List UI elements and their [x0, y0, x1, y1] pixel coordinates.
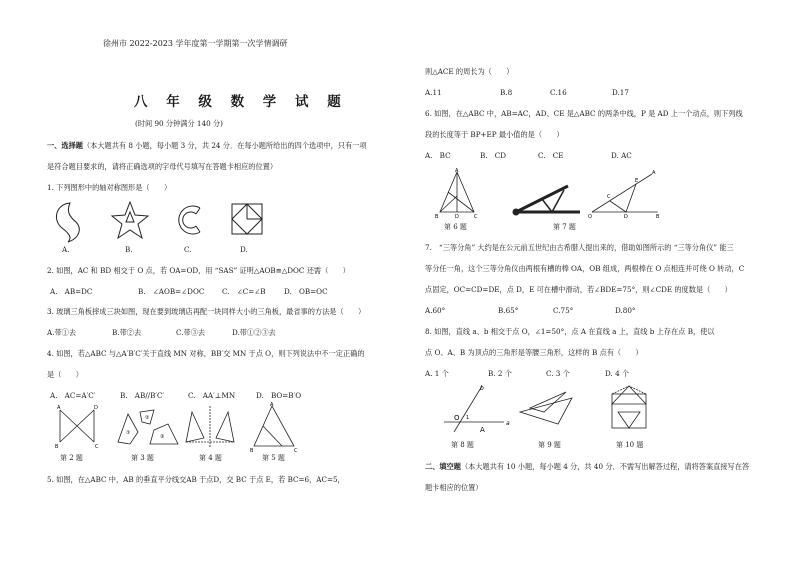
- q4-option-d: D. BO=B′O: [256, 391, 302, 400]
- svg-text:B: B: [656, 214, 660, 220]
- svg-text:E: E: [635, 178, 639, 184]
- svg-text:C: C: [294, 448, 298, 452]
- fig7-device: [513, 186, 580, 215]
- svg-text:O: O: [454, 414, 460, 422]
- caption-q8: 第 8 题: [451, 441, 474, 449]
- caption-q7: 第 7 题: [553, 223, 576, 231]
- fig4-diagram: [186, 406, 234, 448]
- q8-stem-1: 8. 如图，直线 a、b 相交于点 O，∠1=50°，点 A 在直线 a 上，直线 b 上存在点 B，使以: [425, 327, 715, 336]
- svg-text:②: ②: [145, 415, 150, 421]
- caption-q4: 第 4 题: [199, 454, 222, 462]
- q2-stem: 2. 如图，AC 和 BD 相交于 O 点，若 OA=OD，用 “SAS” 证明△AOB≌△DOC 还需（ ）: [47, 266, 350, 275]
- caption-q3: 第 3 题: [131, 454, 154, 462]
- q8-option-b: B. 2 个: [488, 369, 512, 378]
- svg-text:③: ③: [160, 434, 165, 440]
- q3-option-a: A.带①去: [47, 328, 77, 337]
- q1-option-a: A.: [62, 245, 70, 254]
- svg-text:A: A: [270, 402, 274, 408]
- svg-text:1: 1: [466, 415, 470, 421]
- q5-option-b: B.8: [500, 88, 513, 97]
- section2-intro-2: 题卡相应的位置）: [425, 483, 483, 492]
- q1-stem: 1. 下列图形中的轴对称图形是（ ）: [47, 183, 172, 192]
- svg-text:C: C: [95, 444, 99, 450]
- section1-intro-2: 是符合题目要求的，请将正确选项的字母代号填写在答题卡相应的位置）: [47, 162, 278, 171]
- q7-option-d: D.80°: [615, 306, 636, 315]
- q3-option-d: D.带①②③去: [232, 328, 276, 337]
- q2-5-figures: [50, 402, 310, 452]
- svg-text:A: A: [57, 405, 61, 411]
- q1-figure-b: [112, 202, 148, 238]
- q7-stem-2: 等分任一角，这个三等分角仪由两根有槽的棒 OA，OB 组成，两根棒在 O 点相连并可绕 O 转动，C: [425, 264, 745, 273]
- fig2-diagram: [60, 410, 94, 442]
- fig6-diagram: [440, 172, 474, 212]
- q3-option-b: B.带②去: [112, 328, 142, 337]
- section1-line1: [47, 141, 367, 150]
- svg-text:A: A: [480, 426, 485, 434]
- q6-option-d: D. AC: [611, 151, 632, 160]
- caption-q9: 第 9 题: [538, 441, 561, 449]
- svg-text:b: b: [480, 385, 484, 392]
- svg-text:O: O: [588, 214, 592, 220]
- fig5-diagram: [254, 406, 294, 446]
- q1-option-c: C.: [184, 245, 192, 254]
- q7-stem-1: 7. “三等分角” 大约是在公元前五世纪由古希腊人提出来的，借助如图所示的 “三等分角仪” 能三: [425, 243, 734, 252]
- q4-option-b: B. AB//B′C′: [120, 391, 165, 400]
- q7-option-a: A.60°: [425, 306, 446, 315]
- q2-option-c: C. ∠C=∠B: [222, 287, 266, 296]
- svg-text:a: a: [506, 420, 510, 427]
- section1-heading: 一、选择题: [47, 141, 83, 150]
- q5-option-c: C.16: [550, 88, 567, 97]
- q7-option-c: C.75°: [553, 306, 574, 315]
- q3-option-c: C.带③去: [176, 328, 206, 337]
- page-title: 八 年 级 数 学 试 题: [134, 94, 348, 110]
- section1-intro-1: （本大题共有 8 小题，每小题 3 分，共 24 分．在每小题所给出的四个选项中，只有一项: [82, 141, 367, 150]
- q8-option-a: A. 1 个: [425, 369, 449, 378]
- svg-text:D: D: [624, 214, 628, 220]
- q8-option-c: C. 3 个: [546, 369, 570, 378]
- q8-option-d: D. 4 个: [605, 369, 630, 378]
- q1-figure-a: [56, 203, 79, 242]
- q5-option-a: A.11: [425, 88, 442, 97]
- svg-text:C: C: [607, 194, 611, 200]
- fig8-diagram: [444, 386, 504, 432]
- section2-line1: [425, 462, 749, 471]
- q6-option-b: B. CD: [480, 151, 507, 160]
- q4-stem-2: 是（ ）: [47, 370, 83, 379]
- q6-option-a: A. BC: [425, 151, 451, 160]
- q1-figure-c: [179, 206, 200, 234]
- caption-q6: 第 6 题: [444, 223, 467, 231]
- q1-option-d: D.: [240, 245, 248, 254]
- q1-option-b: B.: [125, 245, 133, 254]
- svg-text:①: ①: [126, 430, 131, 436]
- q3-stem: 3. 玻璃三角板摔成三块如图，现在要到玻璃店再配一块同样大小的三角板，最省事的方法是（ ）: [47, 307, 366, 316]
- svg-text:C: C: [474, 214, 478, 220]
- q5-stem-cont: 则△ACE 的周长为（ ）: [425, 67, 514, 76]
- svg-text:D: D: [94, 405, 98, 411]
- q6-7-figures: [432, 168, 672, 220]
- q7-option-b: B.65°: [498, 306, 519, 315]
- q4-option-a: A. AC=A′C′: [50, 391, 96, 400]
- caption-q10: 第 10 题: [616, 441, 644, 449]
- section2-intro-1: （本大题共有 10 小题，每小题 4 分，共 40 分．不需写出解答过程，请将答案直接写在答: [460, 462, 750, 471]
- caption-q5: 第 5 题: [262, 454, 285, 462]
- q5-option-d: D.17: [612, 88, 629, 97]
- svg-text:D: D: [455, 214, 459, 220]
- svg-text:B: B: [250, 448, 254, 452]
- q2-option-b: B. ∠AOB=∠DOC: [138, 287, 205, 296]
- q6-stem-2: 段的长度等于 BP+EP 最小值的是（ ）: [425, 130, 564, 139]
- time-info: (时间 90 分钟满分 140 分): [135, 119, 223, 128]
- caption-q2: 第 2 题: [60, 454, 83, 462]
- q6-option-c: C. CE: [538, 151, 564, 160]
- section2-heading: 二、填空题: [425, 462, 461, 471]
- q5-stem: 5. 如图，在△ABC 中，AB 的垂直平分线交AB 于点D，交 BC 于点 E，若 BC=6，AC=5，: [47, 475, 345, 484]
- fig10-diagram: [612, 386, 646, 428]
- q1-figure-d: [232, 204, 262, 234]
- q2-option-d: D. OB=OC: [284, 287, 328, 296]
- q6-stem-1: 6. 如图，在△ABC 中，AB=AC，AD、CE 是△ABC 的两条中线，P 是 AD 上一个动点，则下列线: [425, 109, 743, 118]
- svg-text:A: A: [455, 168, 459, 174]
- svg-text:B: B: [435, 214, 439, 220]
- svg-text:A: A: [652, 170, 656, 176]
- q4-option-c: C. AA′⊥MN: [188, 391, 236, 400]
- q2-option-a: A. AB=DC: [50, 287, 93, 296]
- q7-stem-3: 点固定，OC=CD=DE，点 D，E 可在槽中滑动，若∠BDE=75°，则∠CDE 的度数是（ ）: [425, 285, 732, 294]
- svg-text:B: B: [55, 444, 59, 450]
- q1-figures: [50, 198, 380, 243]
- q8-stem-2: 点 O、A、B 为顶点的三角形是等腰三角形，这样的 B 点有（ ）: [425, 348, 643, 357]
- q4-stem-1: 4. 如图，若△ABC 与△A′B′C′关于直线 MN 对称，BB′交 MN 于点 O，则下列说法中不一定正确的: [47, 349, 365, 358]
- fig9-diagram: [520, 392, 572, 424]
- q8-10-figures: [440, 382, 670, 438]
- fig7-diagram: [592, 174, 658, 212]
- school-line: 徐州市 2022-2023 学年度第一学期第一次学情调研: [103, 39, 288, 48]
